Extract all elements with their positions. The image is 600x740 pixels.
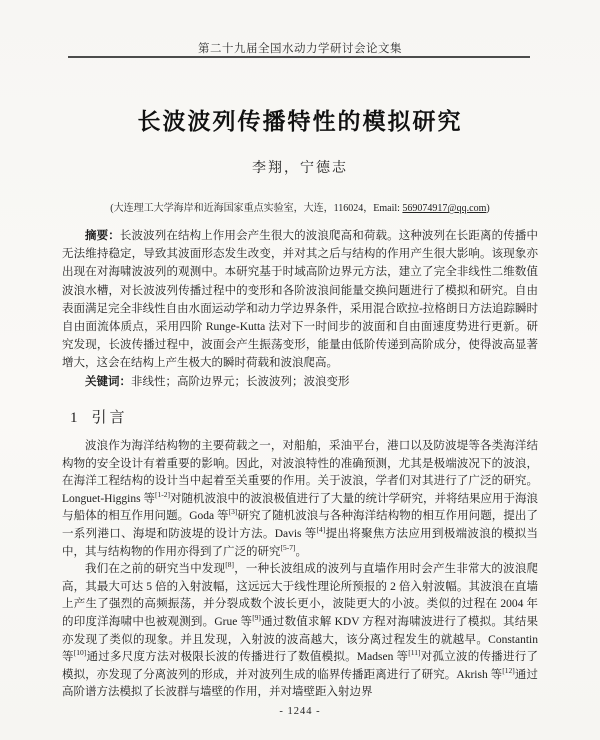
paper-title: 长波波列传播特性的模拟研究 <box>137 108 463 134</box>
paragraph-text: ，一种长波组成的波列与直墙作用时会产生非常大的波浪爬高，其最大可达 5 倍的入射波幅，这远远大于线性理论所预报的 2 倍入射波幅。其波浪在直墙上产生了强烈的高频振荡，并分裂成数个波长更小，波陡更大的小波。类似的过程在 2004 年的印度洋海啸中也被观测到。Grue 等 <box>62 563 539 628</box>
affiliation-text: (大连理工大学海岸和近海国家重点实验室，大连，116024，Email: <box>110 203 403 214</box>
citation-ref: [11] <box>408 648 421 658</box>
introduction-body <box>62 438 538 702</box>
intro-paragraph-1 <box>62 438 538 561</box>
keywords-text: 非线性；高阶边界元；长波波列；波浪变形 <box>131 375 350 388</box>
section-title: 引言 <box>91 410 128 426</box>
citation-ref: [1-2] <box>154 489 170 499</box>
abstract-paragraph <box>62 227 538 373</box>
email-link: 569074917@qq.com <box>402 203 487 214</box>
abstract-text: 长波波列在结构上作用会产生很大的波浪爬高和荷载。这种波列在长距离的传播中无法维持稳定，导致其波面形态发生改变，并对其之后与结构的作用产生很大影响。该现象亦出现在对海啸波波列的观测中。本研究基于时域高阶边界元方法，建立了完全非线性二维数值波浪水槽，对长波波列传播过程中的变形和各阶波浪间能量交换问题进行了模拟和研究。自由表面满足完全非线性自由水面运动学和动力学边界条件，采用混合欧拉-拉格朗日方法追踪瞬时自由面流体质点，采用四阶 Runge-Kutta 法对下一时间步的波面和自由面速度势进行更新。研究发现，长波传播过程中，波面会产生振荡变形，能量由低阶传递到高阶成分，使得波高显著增大，这会在结构上产生极大的瞬时荷载和波浪爬高。 <box>62 230 538 370</box>
citation-ref: [3] <box>228 507 238 517</box>
header-rule <box>68 56 530 58</box>
paragraph-text: 通过多尺度方法对极限长波的传播进行了数值模拟。Madsen 等 <box>86 651 409 664</box>
paragraph-text: 波浪作为海洋结构物的主要荷载之一，对船舶，采油平台，港口以及防波堤等各类海洋结构物的安全设计有着重要的影响。因此，对波浪特性的准确预测，尤其是极端波况下的波浪，在海洋工程结构的设计当中起着至关重要的作用。关于波浪，学者们对其进行了广泛的研究。Longuet-Higgins 等 <box>62 440 538 505</box>
paragraph-text: 通过数值求解 KDV 方程对海啸波进行了模拟。其结果亦发现了类似的现象。并且发现，入射波的波高越大，该分离过程发生的就越早。Constantin 等 <box>62 615 538 664</box>
section-heading-introduction <box>70 406 128 427</box>
page-number: - 1244 - <box>279 706 321 717</box>
citation-ref: [10] <box>73 648 87 658</box>
paragraph-text: 对随机波浪中的波浪极值进行了大量的统计学研究，并将结果应用于海浪与船体的相互作用问题。Goda 等 <box>62 492 538 523</box>
paragraph-text: 提出将聚焦方法应用到极端波浪的模拟当中，其与结构物的作用亦得到了广泛的研究 <box>62 527 539 558</box>
running-header: 第二十九届全国水动力学研讨会论文集 <box>198 43 402 55</box>
keywords-paragraph <box>62 373 538 391</box>
section-number: 1 <box>70 410 78 426</box>
paragraph-text: 通过高阶谱方法模拟了长波群与墙壁的作用，并对墙壁距入射边界 <box>62 668 538 699</box>
abstract-label: 摘要： <box>85 230 120 242</box>
citation-ref: [8] <box>225 560 235 570</box>
paragraph-text: 我们在之前的研究当中发现 <box>85 563 226 576</box>
abstract-block <box>62 227 538 391</box>
paragraph-text: 研究了随机波浪与各种海洋结构物的相互作用问题，提出了一系列港口、海堤和防波堤的设计方法。Davis 等 <box>62 510 538 540</box>
paragraph-text: 。 <box>295 545 307 558</box>
intro-paragraph-2 <box>62 561 538 702</box>
citation-ref: [12] <box>502 665 515 675</box>
citation-ref: [4] <box>316 525 326 535</box>
keywords-label: 关键词： <box>85 375 131 388</box>
affiliation-text-close: ) <box>486 203 490 214</box>
paragraph-text: 对孤立波的传播进行了模拟，亦发现了分离波列的形成，并对波列生成的临界传播距离进行了研究。Akrish 等 <box>62 651 539 681</box>
citation-ref: [5-7] <box>280 542 296 552</box>
citation-ref: [9] <box>252 613 261 623</box>
affiliation <box>0 199 600 214</box>
authors: 李翔，宁德志 <box>252 161 348 176</box>
